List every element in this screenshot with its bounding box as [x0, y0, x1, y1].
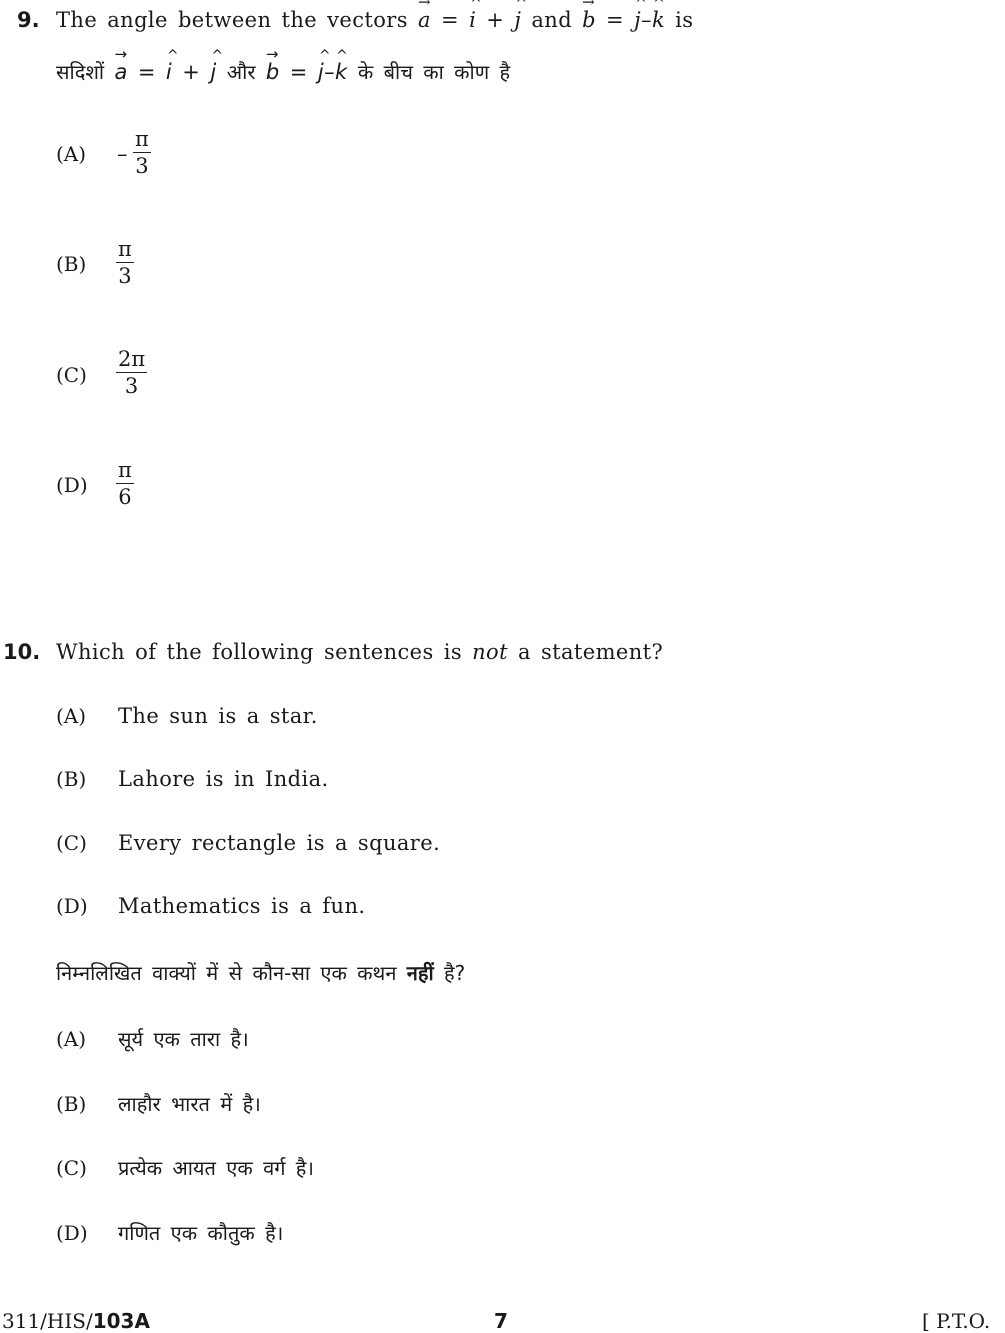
q9-option-a-label: (A) [56, 142, 87, 166]
denominator: 3 [135, 154, 149, 178]
pto-marker: [ P.T.O. [922, 1309, 991, 1333]
vector-b: → b [582, 8, 596, 32]
plus-sign: + [182, 60, 201, 84]
q10-hindi-option-c-label: (C) [56, 1156, 87, 1180]
q10-hindi-after: है? [444, 961, 466, 985]
q10-hindi-option-d-text: गणित एक कौतुक है। [118, 1221, 284, 1245]
unit-i: ^ i [469, 8, 476, 32]
q10-option-b-label: (B) [56, 767, 87, 791]
q10-option-b-text: Lahore is in India. [118, 767, 329, 791]
plus-sign: + [486, 8, 505, 32]
q10-hindi-option-a-text: सूर्य एक तारा है। [118, 1027, 249, 1051]
q9-option-b-fraction [116, 238, 134, 287]
q9-option-c-label: (C) [56, 363, 87, 387]
q9-option-d-label: (D) [56, 473, 88, 497]
vector-b: → b [266, 60, 280, 84]
q10-hindi-option-c-text: प्रत्येक आयत एक वर्ग है। [118, 1156, 315, 1180]
unit-j: ^ j [318, 60, 324, 84]
q9-option-a-sign: – [117, 142, 128, 166]
equals-sign: = [440, 8, 459, 32]
q10-hindi-option-a-label: (A) [56, 1027, 87, 1051]
q9-option-a-fraction [133, 128, 151, 177]
q10-hindi-option-d-label: (D) [56, 1221, 88, 1245]
unit-k: ^ k [335, 60, 348, 84]
q10-hindi-bold: नहीं [406, 961, 434, 985]
q10-hindi-option-b-label: (B) [56, 1092, 87, 1116]
q10-hindi-before: निम्नलिखित वाक्यों में से कौन-सा एक कथन [56, 961, 397, 985]
q10-option-c-text: Every rectangle is a square. [118, 831, 441, 855]
denominator: 3 [124, 374, 139, 398]
question-10-english-text [56, 640, 663, 664]
unit-k: ^ k [652, 8, 665, 32]
q10-hindi-option-b-text: लाहौर भारत में है। [118, 1092, 261, 1116]
page-number: 7 [494, 1309, 508, 1333]
q10-text-emphasis: not [472, 640, 508, 664]
q10-option-a-text: The sun is a star. [118, 704, 318, 728]
q9-option-d-fraction [116, 459, 134, 508]
unit-i: ^ i [166, 60, 172, 84]
unit-j: ^ j [514, 8, 521, 32]
paper-code [2, 1309, 150, 1333]
and-word: and [531, 8, 573, 32]
question-9-number: 9. [17, 8, 40, 32]
minus-sign: – [641, 8, 652, 32]
q9-option-c-fraction [116, 348, 147, 397]
unit-j: ^ j [634, 8, 641, 32]
equals-sign: = [137, 60, 156, 84]
vector-a: → a [114, 60, 127, 84]
unit-j: ^ j [210, 60, 216, 84]
equals-sign: = [289, 60, 308, 84]
question-9-english-text [56, 8, 693, 32]
question-10-hindi-text [56, 959, 465, 986]
numerator: π [118, 237, 132, 261]
q10-option-d-label: (D) [56, 894, 88, 918]
denominator: 3 [118, 264, 132, 288]
equals-sign: = [606, 8, 625, 32]
question-9-hindi-text [56, 58, 510, 85]
hindi-and: और [226, 60, 256, 84]
hindi-prefix: सदिशों [56, 60, 105, 84]
vector-a: → a [418, 8, 431, 32]
minus-sign: – [324, 60, 335, 84]
hindi-suffix: के बीच का कोण है [357, 60, 511, 84]
q10-text-after: a statement? [518, 640, 664, 664]
q10-option-d-text: Mathematics is a fun. [118, 894, 366, 918]
q10-option-c-label: (C) [56, 831, 87, 855]
q9-option-b-label: (B) [56, 252, 87, 276]
paper-code-prefix: 311/HIS/ [2, 1309, 93, 1333]
question-10-number: 10. [3, 640, 41, 664]
numerator: 2π [118, 347, 146, 371]
q9-text-prefix: The angle between the vectors [56, 8, 408, 32]
is-word: is [675, 8, 694, 32]
denominator: 6 [118, 485, 132, 509]
paper-code-bold: 103A [92, 1309, 150, 1333]
numerator: π [118, 458, 132, 482]
numerator: π [135, 127, 149, 151]
q10-option-a-label: (A) [56, 704, 87, 728]
q10-text-before: Which of the following sentences is [56, 640, 463, 664]
